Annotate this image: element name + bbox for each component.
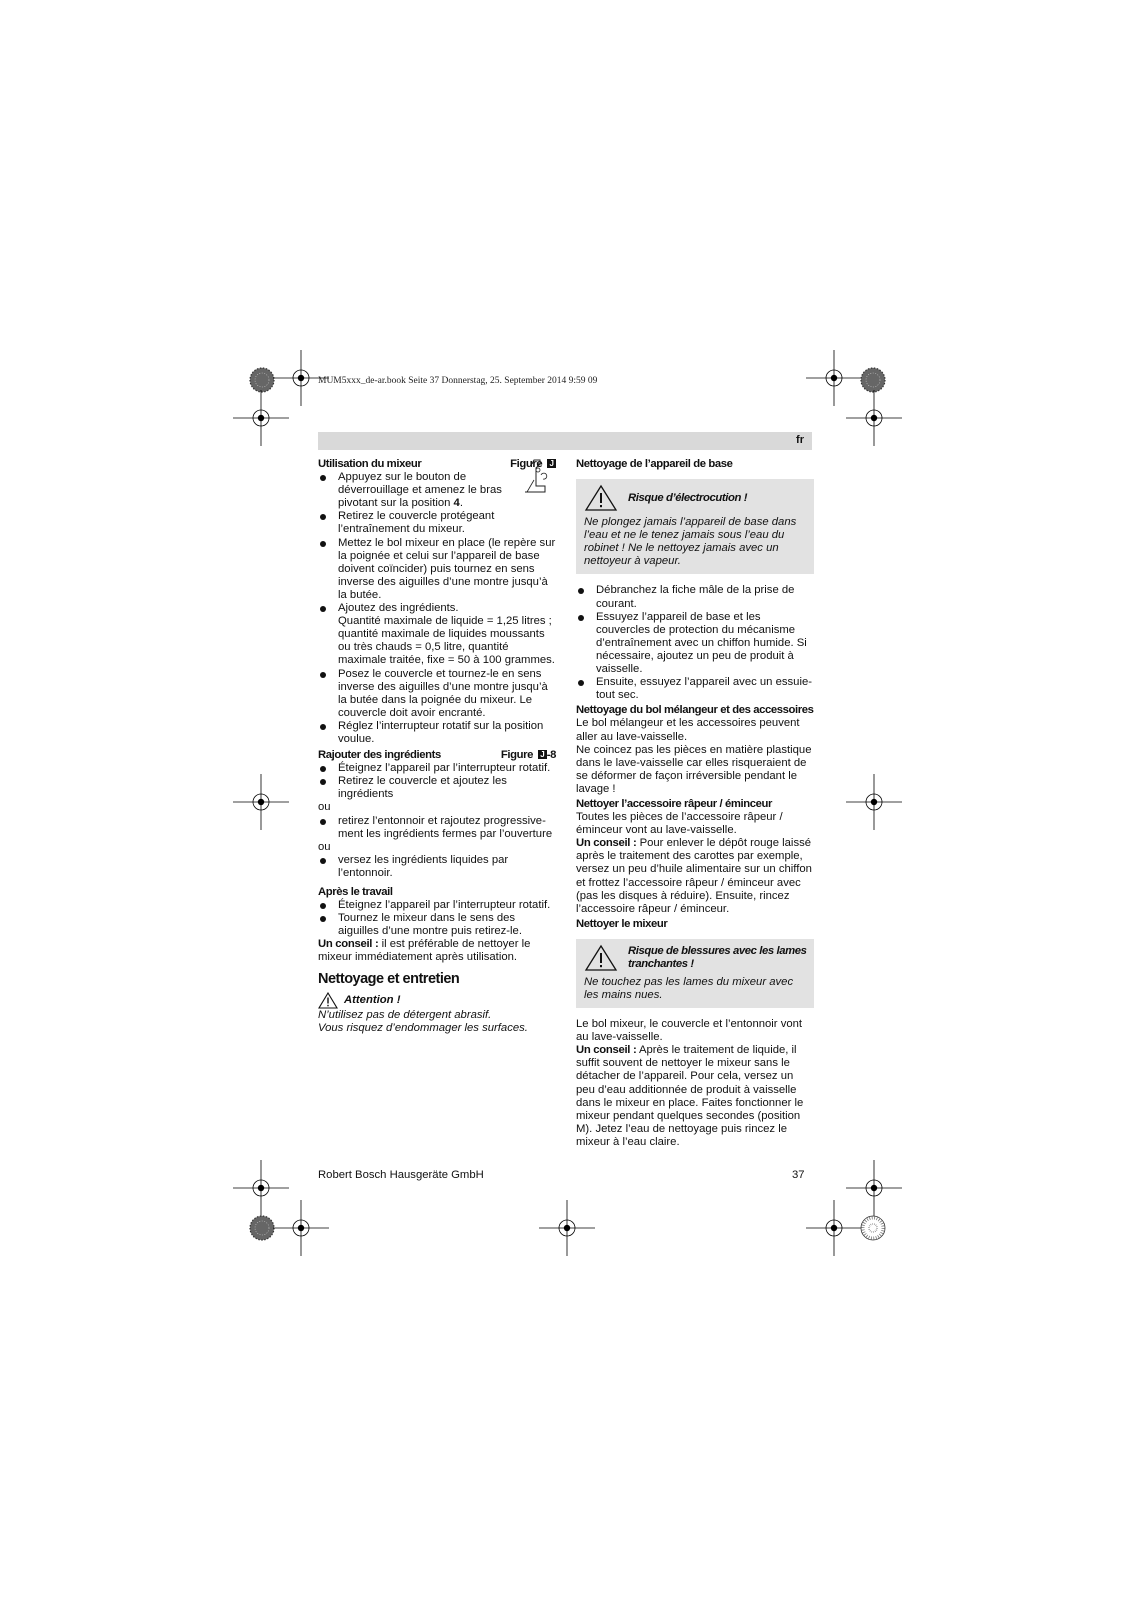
steps-list-appareil-base xyxy=(576,584,814,702)
steps-list-rajouter-alt1 xyxy=(318,815,556,841)
attention-title: Attention ! xyxy=(344,993,401,1006)
list-item: Mettez le bol mixeur en place (le repère sur la poignée et celui sur l’appareil de base doivent coïncider) puis tournez en sens inverse des aiguilles d’une montre jusqu’à la butée. xyxy=(318,537,556,602)
list-item: Débranchez la fiche mâle de la prise de courant. xyxy=(576,584,814,610)
warning-icon xyxy=(318,992,338,1009)
heading-text: Rajouter des ingrédients xyxy=(318,749,441,762)
print-slug: MUM5xxx_de-ar.book Seite 37 Donnerstag, 25. September 2014 9:59 09 xyxy=(318,376,598,386)
warning-title: Risque de blessures avec les lames tranchantes ! xyxy=(628,944,807,970)
steps-list-rajouter xyxy=(318,762,556,801)
tip-paragraph: Un conseil : Pour enlever le dépôt rouge laissé après le traitement des carottes par exemple, versez un peu d’huile alimentaire sur un chiffon et frottez l’accessoire râpeur / éminceur avec (pas les disques à réduire). Ensuite, rincez l’accessoire râpeur / éminceur. xyxy=(576,837,812,915)
list-item: versez les ingrédients liquides par l’entonnoir. xyxy=(318,854,556,880)
or-text: ou xyxy=(318,801,331,814)
section-heading-appareil-base: Nettoyage de l’appareil de base xyxy=(576,458,733,470)
list-item: Ajoutez des ingrédients. Quantité maximale de liquide = 1,25 litres ; quantité maximale de liquides moussants ou très chauds = 0,5 litre, quantité maximale traitée, fixe = 50 à 100 grammes. xyxy=(318,602,556,667)
tip-paragraph: Un conseil : il est préférable de nettoyer le mixeur immédiatement après utilisation. xyxy=(318,938,531,964)
figure-letter: J xyxy=(538,750,547,759)
warning-icon xyxy=(584,944,618,972)
warning-heading xyxy=(584,484,808,512)
footer-company: Robert Bosch Hausgeräte GmbH xyxy=(318,1169,484,1181)
section-heading-utilisation xyxy=(318,458,556,471)
list-item: Réglez l’interrupteur rotatif sur la position voulue. xyxy=(318,720,556,746)
list-item: Éteignez l’appareil par l’interrupteur rotatif. xyxy=(318,899,556,912)
section-heading-bol: Nettoyage du bol mélangeur et des accessoires xyxy=(576,704,814,717)
list-item: Essuyez l’appareil de base et les couvercles de protection du mécanisme d’entraînement avec un chiffon humide. Si nécessaire, ajoutez un peu de produit à vaisselle. xyxy=(576,611,814,676)
language-bar xyxy=(318,432,812,450)
paragraph: Toutes les pièces de l’accessoire râpeur / éminceur vont au lave-vaisselle. xyxy=(576,811,783,837)
paragraph: Le bol mixeur, le couvercle et l’entonnoir vont au lave-vaisselle. xyxy=(576,1018,803,1044)
list-item: Éteignez l’appareil par l’interrupteur rotatif. xyxy=(318,762,556,775)
warning-icon xyxy=(584,484,618,512)
steps-list-rajouter-alt2 xyxy=(318,854,556,880)
page-number: 37 xyxy=(792,1169,805,1181)
language-code: fr xyxy=(796,434,804,446)
steps-list-apres xyxy=(318,899,556,938)
attention-line: Vous risquez d’endommager les surfaces. xyxy=(318,1021,528,1034)
figure-ref: Figure J -8 xyxy=(500,749,556,762)
paragraph: Ne coincez pas les pièces en matière plastique dans le lave-vaisselle car elles risqueraient de se déformer de façon irréversible pendant le lavage ! xyxy=(576,743,812,795)
right-column xyxy=(576,458,814,1149)
left-column xyxy=(318,458,556,1035)
list-item: Retirez le couvercle et ajoutez les ingrédients xyxy=(318,775,556,801)
heading-text: Utilisation du mixeur xyxy=(318,458,422,470)
or-text: ou xyxy=(318,840,331,853)
tip-paragraph: Un conseil : Après le traitement de liquide, il suffit souvent de nettoyer le mixeur sans le détacher de l’appareil. Pour cela, versez un peu d’eau additionnée de produit à vaisselle dans le mixeur en place. Faites fonctionner le mixeur pendant quelques secondes (position M). Jetez l’eau de nettoyage puis rincez le mixeur à l’eau claire. xyxy=(576,1044,804,1148)
warning-box-lames xyxy=(576,939,814,1008)
steps-list-utilisation-cont xyxy=(318,510,556,746)
figure-word: Figure xyxy=(510,458,543,470)
section-heading-rapeur: Nettoyer l’accessoire râpeur / éminceur xyxy=(576,797,773,810)
warning-heading xyxy=(584,944,808,972)
attention-line: N’utilisez pas de détergent abrasif. xyxy=(318,1008,492,1021)
section-heading-mixeur: Nettoyer le mixeur xyxy=(576,917,668,930)
list-item: Retirez le couvercle protégeant l’entraînement du mixeur. xyxy=(318,510,556,536)
list-item: Posez le couvercle et tournez-le en sens inverse des aiguilles d’une montre jusqu’à la butée dans la poignée du mixeur. Le couvercle doit avoir encranté. xyxy=(318,668,556,720)
warning-title: Risque d’électrocution ! xyxy=(628,491,748,504)
section-title-nettoyage: Nettoyage et entretien xyxy=(318,970,460,987)
list-item: Appuyez sur le bouton de déverrouillage et amenez le bras pivotant sur la position 4. xyxy=(318,471,530,510)
warning-box-electrocution xyxy=(576,479,814,574)
list-item: retirez l’entonnoir et rajoutez progressive-ment les ingrédients fermes par l’ouverture xyxy=(318,815,556,841)
quantities-note: Quantité maximale de liquide = 1,25 litres ; quantité maximale de liquides moussants ou très chauds = 0,5 litre, quantité maximale traitée, fixe = 50 à 100 grammes. xyxy=(338,615,555,667)
list-item: Ensuite, essuyez l’appareil avec un essuie-tout sec. xyxy=(576,676,814,702)
paragraph: Le bol mélangeur et les accessoires peuvent aller au lave-vaisselle. xyxy=(576,717,800,743)
section-heading-rajouter xyxy=(318,749,556,762)
list-item: Tournez le mixeur dans le sens des aiguilles d’une montre puis retirez-le. xyxy=(318,912,556,938)
section-heading-apres: Après le travail xyxy=(318,886,393,898)
figure-letter: J xyxy=(547,459,556,468)
steps-list-utilisation xyxy=(318,471,556,510)
warning-text: Ne touchez pas les lames du mixeur avec les mains nues. xyxy=(584,975,794,1001)
attention-heading xyxy=(318,992,556,1009)
warning-text: Ne plongez jamais l’appareil de base dans l’eau et ne le tenez jamais sous l’eau du robinet ! Ne le nettoyez jamais avec un nettoyeur à vapeur. xyxy=(584,516,797,568)
